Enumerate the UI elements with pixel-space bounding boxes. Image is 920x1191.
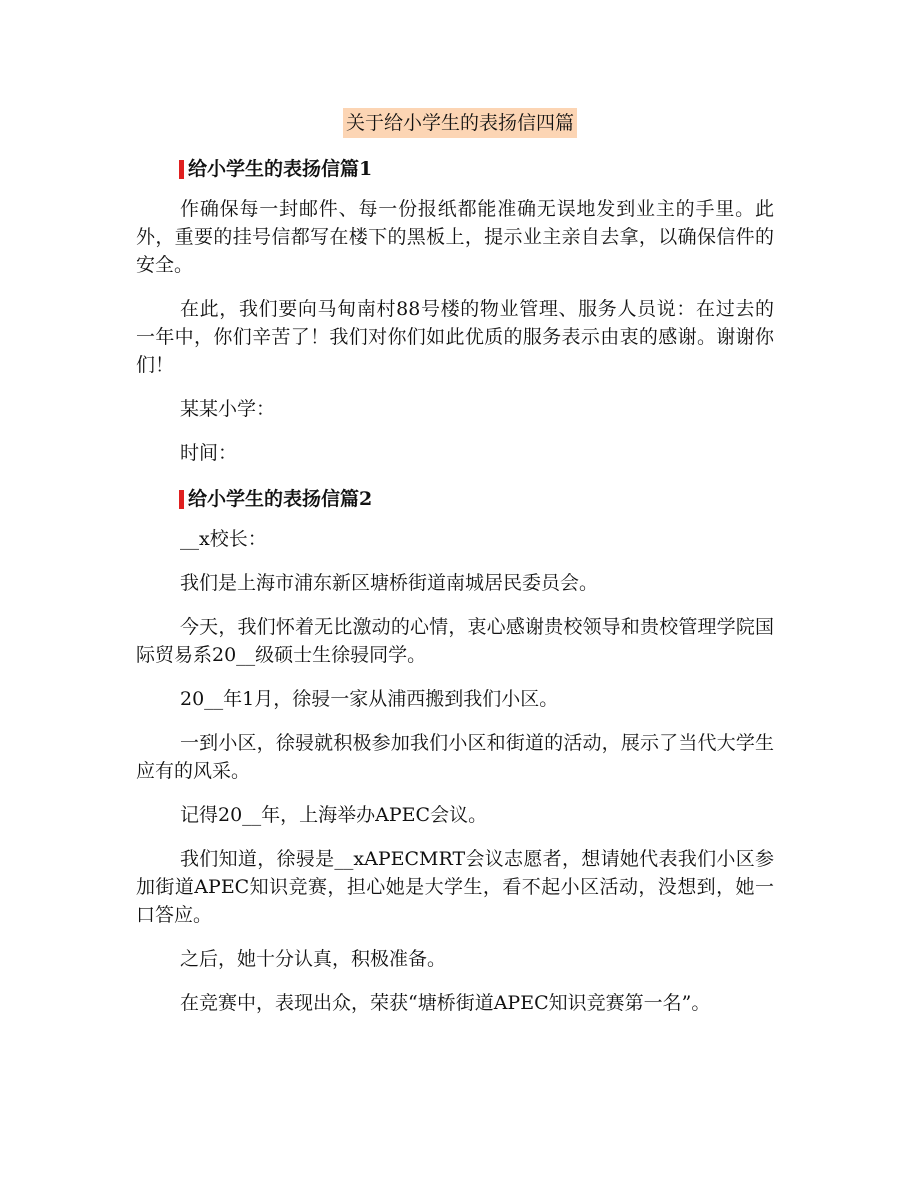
heading-marker-icon xyxy=(179,160,184,179)
paragraph: 作确保每一封邮件、每一份报纸都能准确无误地发到业主的手里。此外，重要的挂号信都写在楼下的黑板上，提示业主亲自去拿，以确保信件的安全。 xyxy=(136,198,774,276)
paragraph: 记得20__年，上海举办APEC会议。 xyxy=(180,804,488,826)
paragraph: 在竞赛中，表现出众，荣获“塘桥街道APEC知识竞赛第一名”。 xyxy=(180,992,711,1014)
document-title: 关于给小学生的表扬信四篇 xyxy=(343,108,577,138)
salutation: __x校长： xyxy=(180,528,267,550)
paragraph: 20__年1月，徐骎一家从浦西搬到我们小区。 xyxy=(180,688,559,710)
section-heading-1 xyxy=(136,153,774,185)
paragraph: 一到小区，徐骎就积极参加我们小区和街道的活动，展示了当代大学生应有的风采。 xyxy=(136,732,774,782)
section-heading-text: 给小学生的表扬信篇2 xyxy=(188,488,373,510)
signature-time: 时间： xyxy=(180,442,238,464)
title-wrapper xyxy=(0,108,920,138)
signature-school: 某某小学： xyxy=(180,398,276,420)
paragraph: 之后，她十分认真，积极准备。 xyxy=(180,948,447,970)
paragraph: 在此，我们要向马甸南村88号楼的物业管理、服务人员说：在过去的一年中，你们辛苦了！我们对你们如此优质的服务表示由衷的感谢。谢谢你们！ xyxy=(136,298,774,376)
section-heading-2 xyxy=(136,483,774,515)
paragraph: 我们知道，徐骎是__xAPECMRT会议志愿者，想请她代表我们小区参加街道APEC知识竞赛，担心她是大学生，看不起小区活动，没想到，她一口答应。 xyxy=(136,848,774,926)
paragraph: 我们是上海市浦东新区塘桥街道南城居民委员会。 xyxy=(180,572,599,594)
document-body xyxy=(136,153,774,1033)
paragraph: 今天，我们怀着无比激动的心情，衷心感谢贵校领导和贵校管理学院国际贸易系20__级硕士生徐骎同学。 xyxy=(136,616,774,666)
heading-marker-icon xyxy=(179,490,184,509)
section-heading-text: 给小学生的表扬信篇1 xyxy=(188,158,373,180)
